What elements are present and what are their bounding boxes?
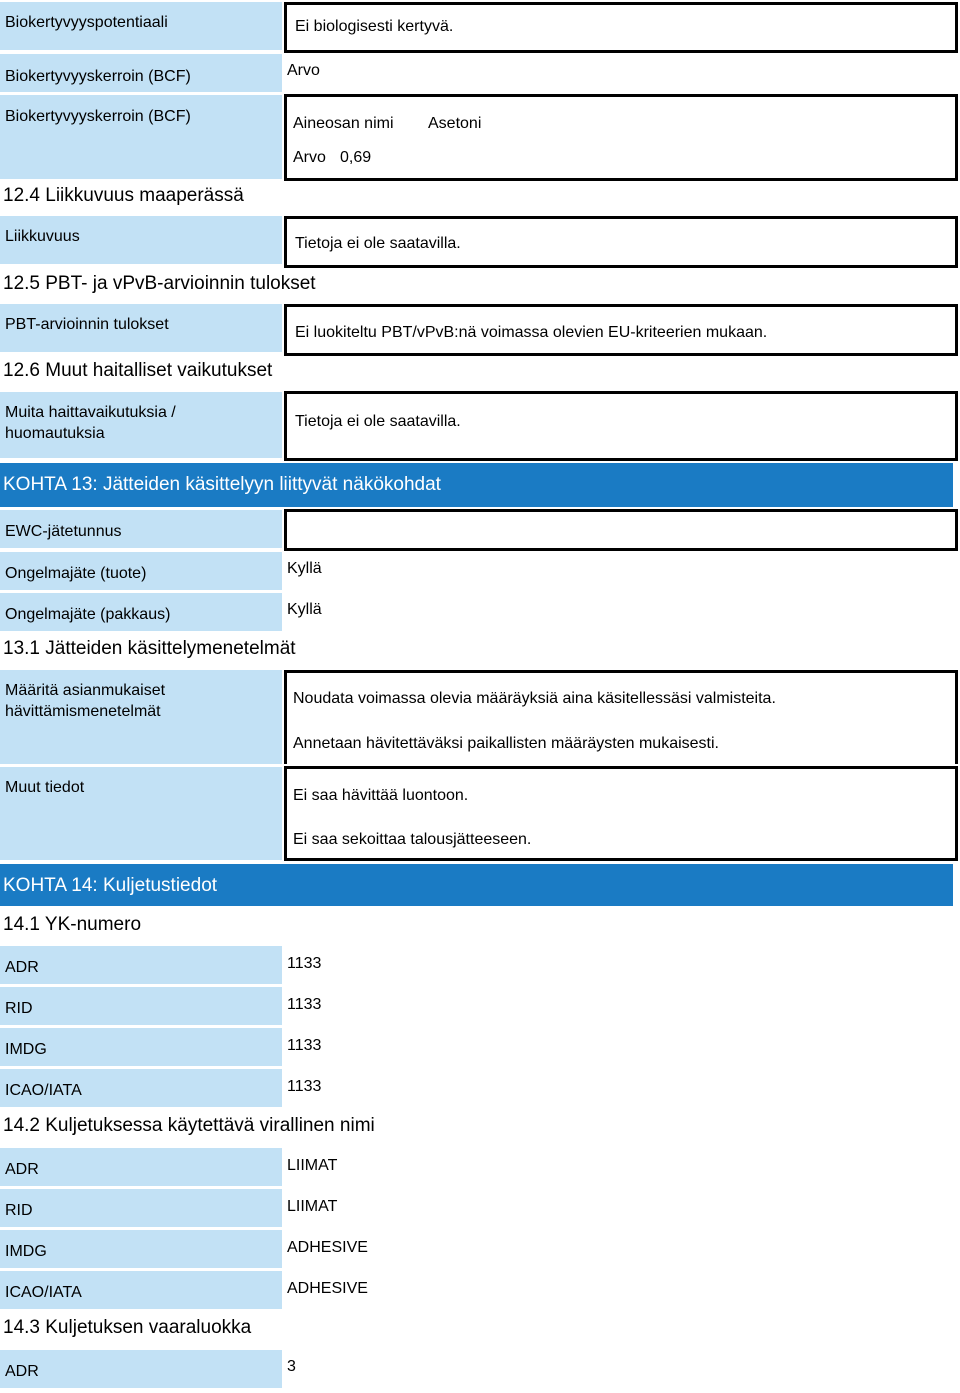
- un-row-value: 1133: [287, 1078, 322, 1095]
- shipping-name-label: ADR: [0, 1148, 282, 1186]
- hazard-class-label: ADR: [0, 1350, 282, 1388]
- hazw-pack-value: Kyllä: [287, 601, 322, 618]
- other-info-line-1: Ei saa hävittää luontoon.: [293, 787, 469, 804]
- shipping-name-value: ADHESIVE: [287, 1239, 368, 1256]
- hazw-product-label: Ongelmajäte (tuote): [0, 552, 282, 590]
- un-row-value: 1133: [287, 1037, 322, 1054]
- disposal-label: Määritä asianmukaiset hävittämismenetelmät: [0, 670, 282, 764]
- other-effects-value: Tietoja ei ole saatavilla.: [284, 391, 958, 461]
- un-row-label: ADR: [0, 946, 282, 984]
- un-row-label: ICAO/IATA: [0, 1069, 282, 1107]
- shipping-name-label: IMDG: [0, 1230, 282, 1268]
- other-info-label: Muut tiedot: [0, 767, 282, 860]
- disposal-line-1: Noudata voimassa olevia määräyksiä aina käsitellessäsi valmisteita.: [293, 690, 776, 707]
- other-info-box: [284, 766, 958, 861]
- bcf-label-2: Biokertyvyyskerroin (BCF): [0, 95, 282, 179]
- disposal-box: [284, 670, 958, 764]
- heading-12-6: 12.6 Muut haitalliset vaikutukset: [3, 360, 273, 381]
- hazard-class-value: 3: [287, 1358, 296, 1375]
- disposal-line-2: Annetaan hävitettäväksi paikallisten määräysten mukaisesti.: [293, 735, 719, 752]
- bio-potential-value: Ei biologisesti kertyvä.: [284, 2, 958, 53]
- heading-14-2: 14.2 Kuljetuksessa käytettävä virallinen nimi: [3, 1115, 375, 1136]
- mobility-value: Tietoja ei ole saatavilla.: [284, 216, 958, 268]
- heading-13-1: 13.1 Jätteiden käsittelymenetelmät: [3, 638, 296, 659]
- other-info-line-2: Ei saa sekoittaa talousjätteeseen.: [293, 831, 532, 848]
- heading-12-5: 12.5 PBT- ja vPvB-arvioinnin tulokset: [3, 273, 316, 294]
- hazw-product-value: Kyllä: [287, 560, 322, 577]
- ewc-value: [284, 509, 958, 551]
- bio-potential-label: Biokertyvyyspotentiaali: [0, 2, 282, 50]
- bcf-label-1: Biokertyvyyskerroin (BCF): [0, 54, 282, 92]
- heading-14-3: 14.3 Kuljetuksen vaaraluokka: [3, 1317, 252, 1338]
- bcf-name-value: Asetoni: [428, 115, 482, 132]
- un-row-label: IMDG: [0, 1028, 282, 1066]
- un-row-label: RID: [0, 987, 282, 1025]
- heading-14-1: 14.1 YK-numero: [3, 914, 142, 935]
- bcf-name-label: Aineosan nimi: [293, 115, 394, 132]
- shipping-name-label: ICAO/IATA: [0, 1271, 282, 1309]
- un-row-value: 1133: [287, 996, 322, 1013]
- bcf-details-box: [284, 94, 958, 181]
- shipping-name-value: LIIMAT: [287, 1157, 338, 1174]
- un-row-value: 1133: [287, 955, 322, 972]
- shipping-name-label: RID: [0, 1189, 282, 1227]
- mobility-label: Liikkuvuus: [0, 216, 282, 264]
- pbt-value: Ei luokiteltu PBT/vPvB:nä voimassa olevien EU-kriteerien mukaan.: [284, 304, 958, 356]
- section-13-band: KOHTA 13: Jätteiden käsittelyyn liittyvät näkökohdat: [0, 463, 956, 507]
- ewc-label: EWC-jätetunnus: [0, 510, 282, 548]
- shipping-name-value: ADHESIVE: [287, 1280, 368, 1297]
- bcf-arvo-label: Arvo: [293, 149, 326, 166]
- shipping-name-value: LIIMAT: [287, 1198, 338, 1215]
- bcf-value-1: Arvo: [287, 62, 320, 79]
- bcf-arvo-value: 0,69: [340, 149, 372, 166]
- pbt-label: PBT-arvioinnin tulokset: [0, 304, 282, 352]
- section-14-band: KOHTA 14: Kuljetustiedot: [0, 864, 956, 906]
- hazw-pack-label: Ongelmajäte (pakkaus): [0, 593, 282, 631]
- heading-12-4: 12.4 Liikkuvuus maaperässä: [3, 185, 244, 206]
- other-effects-label: Muita haittavaikutuksia / huomautuksia: [0, 392, 282, 458]
